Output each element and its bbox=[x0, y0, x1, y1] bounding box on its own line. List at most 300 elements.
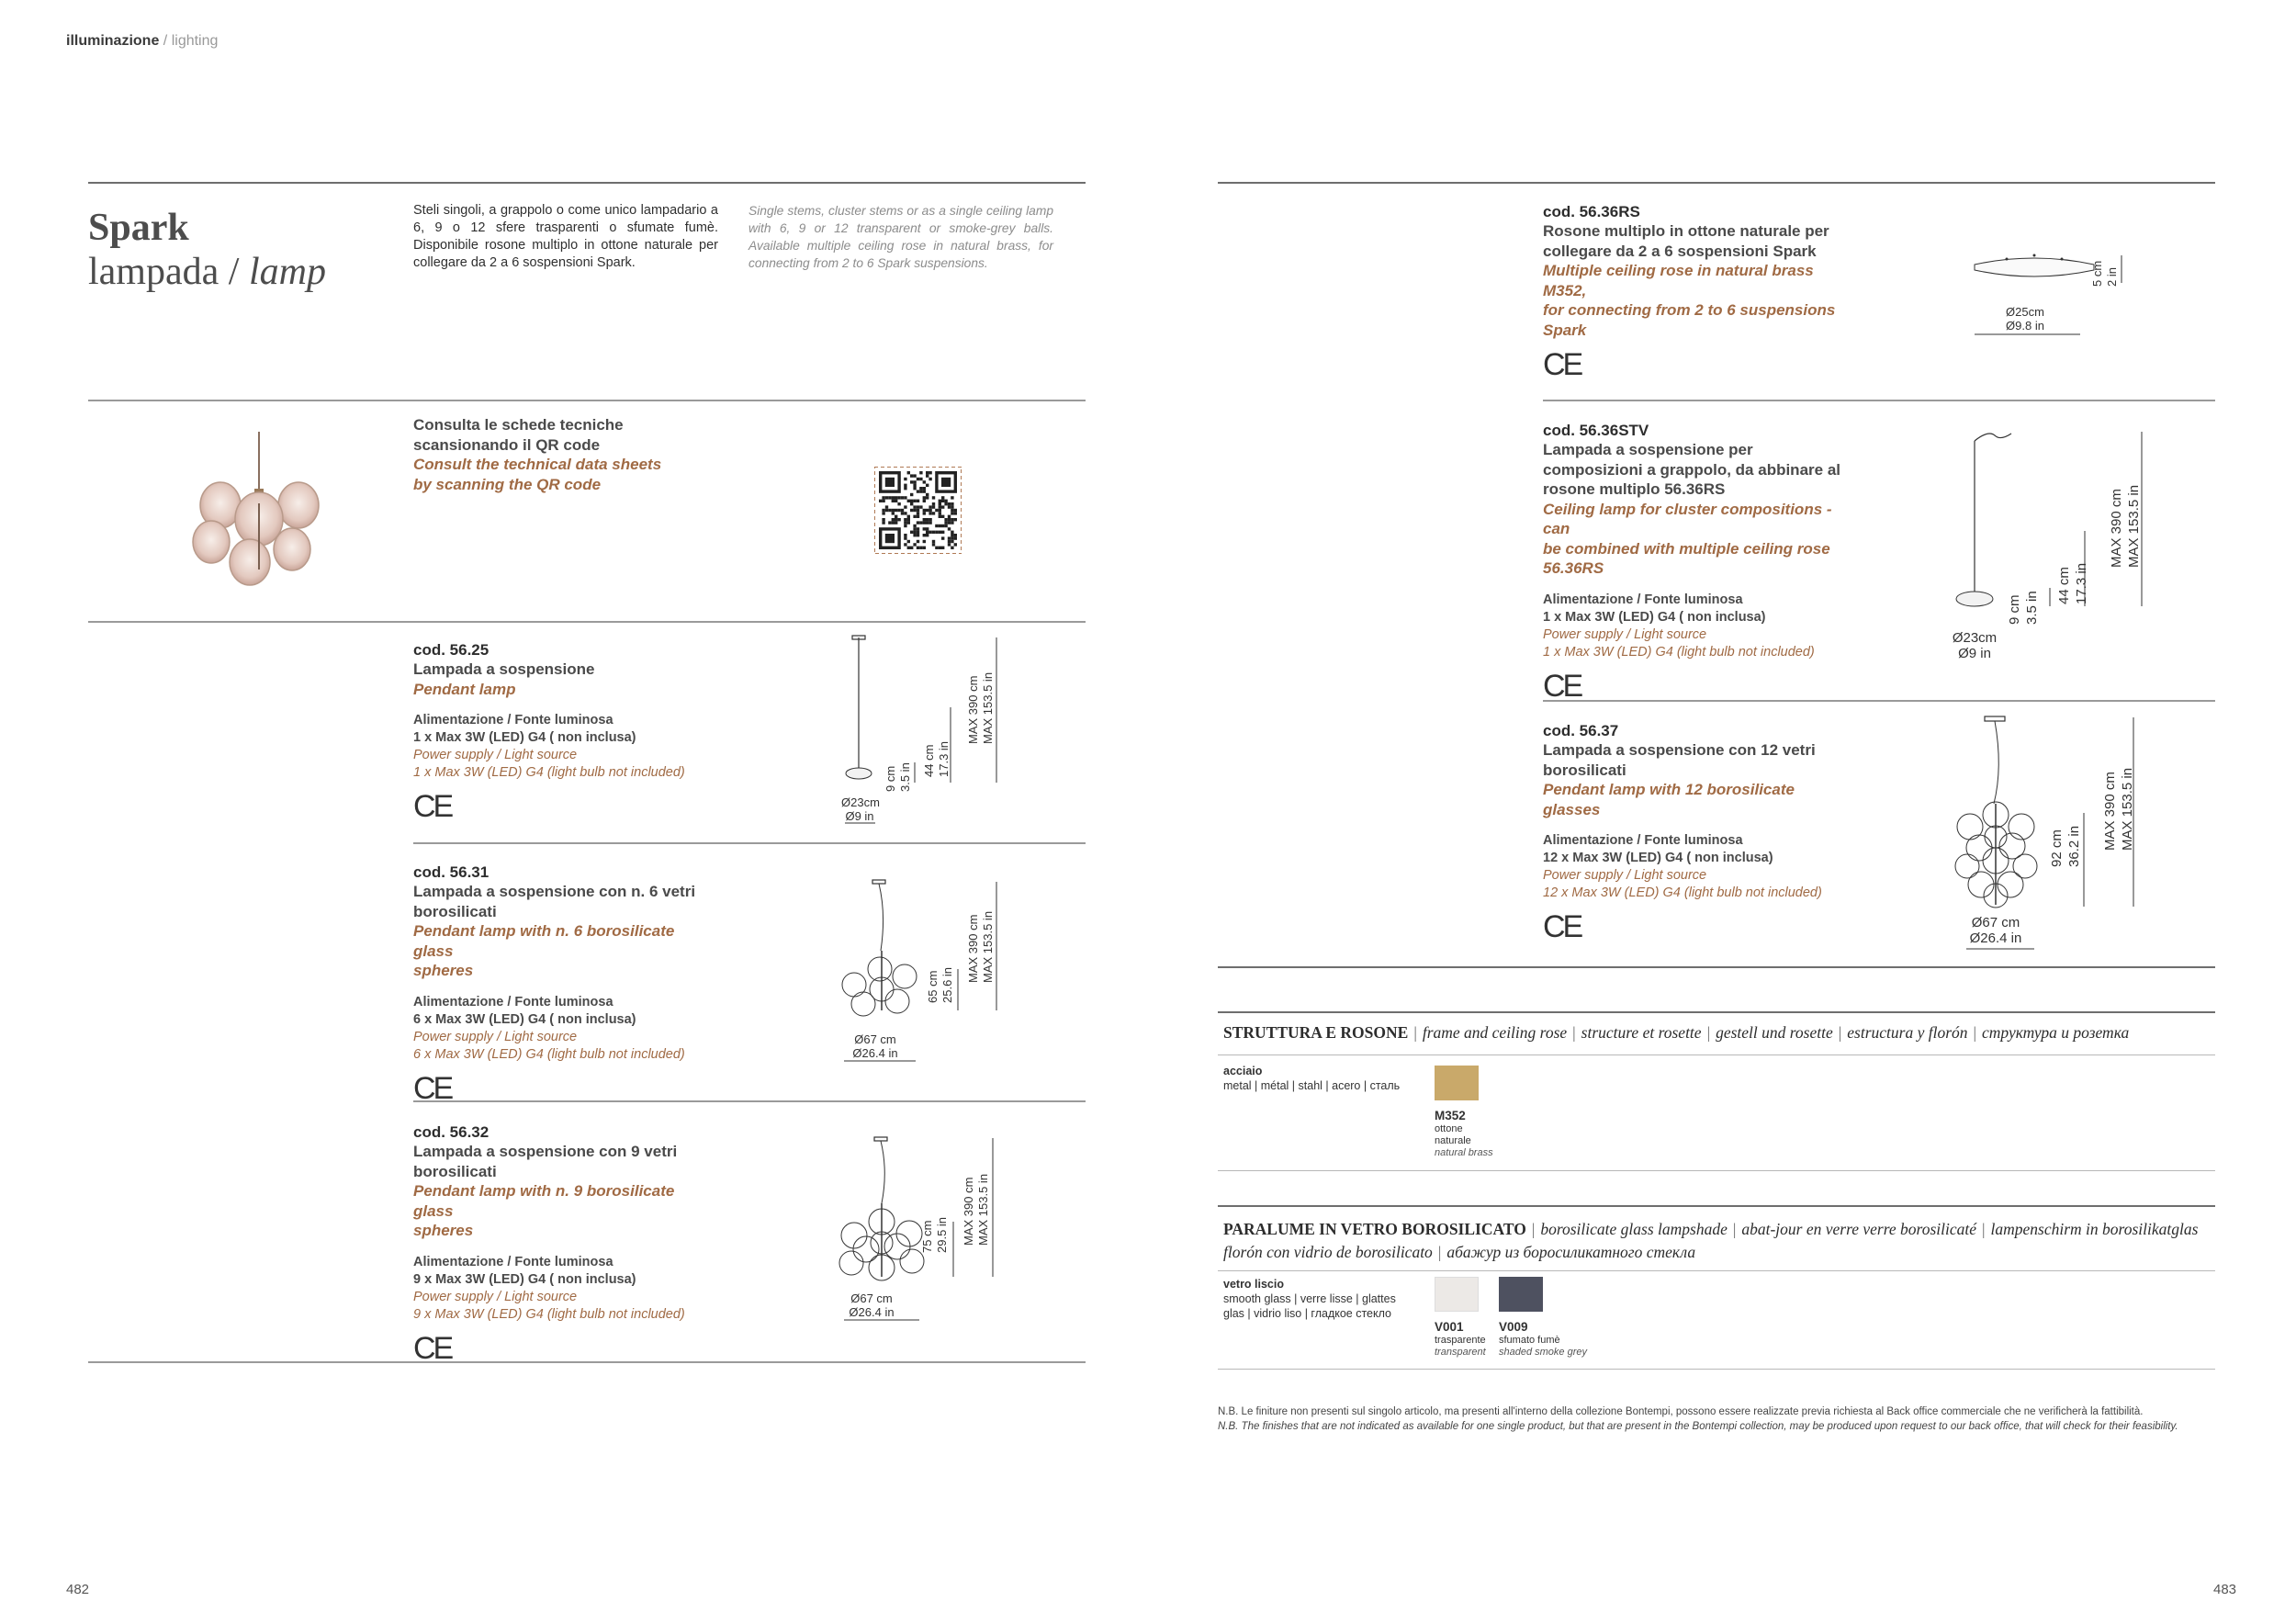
power-value-en: 1 x Max 3W (LED) G4 (light bulb not included) bbox=[1543, 644, 1815, 660]
power-value: 12 x Max 3W (LED) G4 ( non inclusa) bbox=[1543, 851, 1773, 865]
qr-module bbox=[923, 547, 926, 549]
qr-module bbox=[944, 524, 947, 527]
finish-glass-bottom-rule bbox=[1218, 1369, 2215, 1370]
swatch-name-it-1: ottone bbox=[1435, 1123, 1463, 1134]
dim-h1-cm: 65 cm bbox=[926, 970, 940, 1003]
qr-module bbox=[917, 527, 919, 530]
qr-module bbox=[888, 521, 891, 524]
qr-finder bbox=[885, 534, 895, 543]
product-photo bbox=[184, 432, 335, 597]
qr-module bbox=[923, 509, 926, 512]
qr-module bbox=[910, 531, 913, 534]
qr-module bbox=[939, 524, 941, 527]
dim-diameter-in: Ø26.4 in bbox=[852, 1046, 898, 1060]
qr-module bbox=[904, 521, 906, 524]
qr-module bbox=[948, 505, 951, 508]
power-label: Alimentazione / Fonte luminosa bbox=[413, 994, 613, 1009]
qr-module bbox=[897, 496, 900, 499]
finish-frame-trans-ru: структура и розетка bbox=[1982, 1023, 2130, 1042]
item-name-en-line-1: Ceiling lamp for cluster compositions - can bbox=[1543, 500, 1832, 537]
swatch-code: V009 bbox=[1499, 1320, 1528, 1334]
qr-module bbox=[941, 505, 944, 508]
qr-module bbox=[923, 527, 926, 530]
finish-frame-top-rule bbox=[1218, 1011, 2215, 1013]
rule-right-2 bbox=[1543, 700, 2215, 702]
item-56-36rs bbox=[1543, 202, 1855, 383]
rule-left-1 bbox=[88, 400, 1086, 401]
qr-module bbox=[892, 521, 895, 524]
ce-mark: CE bbox=[1543, 347, 1581, 382]
qr-module bbox=[907, 547, 910, 549]
qr-module bbox=[901, 512, 904, 514]
item-name-line-1: Lampada a sospensione con 9 vetri bbox=[413, 1143, 678, 1160]
qr-module bbox=[939, 500, 941, 502]
qr-module bbox=[932, 540, 935, 543]
dim-diameter-in: Ø26.4 in bbox=[849, 1305, 895, 1319]
qr-module bbox=[904, 487, 906, 490]
qr-module bbox=[939, 505, 941, 508]
page-header bbox=[66, 33, 218, 50]
dim-max-cm: MAX 390 cm bbox=[966, 914, 980, 983]
qr-module bbox=[951, 521, 953, 524]
qr-module bbox=[923, 490, 926, 492]
dim-max-in: MAX 153.5 in bbox=[981, 671, 995, 744]
item-name-line-2: borosilicati bbox=[413, 1162, 497, 1180]
rule-right-1 bbox=[1543, 400, 2215, 401]
qr-module bbox=[951, 547, 953, 549]
swatch-code: M352 bbox=[1435, 1109, 1466, 1122]
finish-frame-heading: STRUTTURA E ROSONE bbox=[1223, 1023, 1409, 1042]
power-label: Alimentazione / Fonte luminosa bbox=[1543, 592, 1743, 607]
qr-module bbox=[913, 474, 916, 477]
item-name-line-2: collegare da 2 a 6 sospensioni Spark bbox=[1543, 242, 1817, 260]
qr-module bbox=[939, 502, 941, 505]
qr-module bbox=[926, 521, 929, 524]
dim-diameter-cm: Ø23cm bbox=[841, 795, 880, 809]
qr-module bbox=[907, 471, 910, 474]
power-label-en: Power supply / Light source bbox=[413, 1029, 578, 1044]
dim-height-1 bbox=[920, 1217, 950, 1253]
swatch-m352-label bbox=[1435, 1110, 1493, 1159]
dim-height-2 bbox=[2055, 563, 2090, 604]
qr-module bbox=[892, 500, 895, 502]
qr-finder bbox=[885, 478, 895, 487]
top-rule-right bbox=[1218, 182, 2215, 184]
qr-module bbox=[917, 509, 919, 512]
qr-module bbox=[910, 502, 913, 505]
dim-diameter-in: Ø26.4 in bbox=[1969, 930, 2022, 946]
qr-module bbox=[941, 536, 944, 539]
qr-line-1: Consulta le schede tecniche bbox=[413, 416, 624, 434]
qr-module bbox=[951, 505, 953, 508]
item-name-en-line-1: Multiple ceiling rose in natural brass M352, bbox=[1543, 262, 1814, 299]
qr-module bbox=[913, 534, 916, 536]
product-type-en: lamp bbox=[248, 251, 326, 294]
power-value: 1 x Max 3W (LED) G4 ( non inclusa) bbox=[1543, 609, 1766, 625]
dim-max-cm: MAX 390 cm bbox=[2102, 772, 2118, 851]
qr-module bbox=[929, 521, 931, 524]
dim-h1-cm: 75 cm bbox=[920, 1220, 934, 1253]
dim-h1-in: 3.5 in bbox=[2024, 591, 2040, 625]
qr-module bbox=[951, 512, 953, 514]
product-title bbox=[88, 206, 326, 295]
qr-module bbox=[913, 531, 916, 534]
power-label-en: Power supply / Light source bbox=[413, 748, 578, 762]
qr-module bbox=[895, 518, 897, 521]
qr-module bbox=[954, 534, 957, 536]
qr-module bbox=[944, 521, 947, 524]
finish-glass-title: PARALUME IN VETRO BOROSILICATO | borosilicate glass lampshade | abat-jour en verre verre borosilicaté | lampenschirm in borosilikatglas florón con vidrio de borosilicato | абажур из боросиликатного стекла bbox=[1223, 1220, 2199, 1261]
swatch-name-en: shaded smoke grey bbox=[1499, 1347, 1587, 1358]
dim-diameter-cm: Ø67 cm bbox=[854, 1032, 896, 1046]
qr-module bbox=[907, 500, 910, 502]
dim-height-1 bbox=[926, 967, 955, 1003]
power-label: Alimentazione / Fonte luminosa bbox=[413, 713, 613, 727]
item-name-line-1: Rosone multiplo in ottone naturale per bbox=[1543, 222, 1829, 240]
qr-module bbox=[926, 527, 929, 530]
product-name: Spark bbox=[88, 207, 189, 249]
dim-h1-cm: 92 cm bbox=[2049, 829, 2065, 867]
dim-diameter bbox=[1965, 915, 2026, 946]
qr-module bbox=[904, 536, 906, 539]
qr-module bbox=[904, 524, 906, 527]
qr-module bbox=[913, 487, 916, 490]
qr-module bbox=[926, 534, 929, 536]
power-label-en: Power supply / Light source bbox=[413, 1289, 578, 1304]
qr-module bbox=[935, 531, 938, 534]
power-value-en: 1 x Max 3W (LED) G4 (light bulb not included) bbox=[413, 765, 685, 780]
finish-frame-material-trans: metal | métal | stahl | acero | сталь bbox=[1223, 1079, 1401, 1092]
dim-diameter-in: Ø9 in bbox=[845, 809, 874, 823]
qr-module bbox=[939, 547, 941, 549]
item-name-en-line-2: spheres bbox=[413, 962, 474, 979]
dim-max bbox=[966, 672, 996, 744]
qr-module bbox=[935, 547, 938, 549]
dim-diameter-cm: Ø23cm bbox=[1952, 630, 1998, 646]
ce-mark: CE bbox=[1543, 668, 1581, 704]
qr-module bbox=[923, 534, 926, 536]
qr-module bbox=[913, 543, 916, 546]
qr-module bbox=[941, 531, 944, 534]
dim-max-in: MAX 153.5 in bbox=[981, 910, 995, 983]
qr-module bbox=[919, 478, 922, 480]
qr-module bbox=[919, 505, 922, 508]
qr-module bbox=[926, 496, 929, 499]
power-label: Alimentazione / Fonte luminosa bbox=[413, 1254, 613, 1269]
swatch-v009[interactable] bbox=[1499, 1277, 1543, 1312]
dim-h1-in: 29.5 in bbox=[935, 1216, 949, 1253]
item-code: cod. 56.25 bbox=[413, 641, 490, 659]
item-code: cod. 56.37 bbox=[1543, 722, 1619, 739]
dim-height-1 bbox=[2048, 826, 2083, 867]
qr-module bbox=[907, 540, 910, 543]
item-name-line-1: Lampada a sospensione per bbox=[1543, 441, 1753, 458]
finish-frame-trans-es: estructura y florón bbox=[1847, 1023, 1968, 1042]
qr-module bbox=[882, 509, 884, 512]
dim-diameter bbox=[849, 1291, 895, 1319]
product-type bbox=[88, 250, 326, 294]
item-code: cod. 56.36RS bbox=[1543, 203, 1640, 220]
qr-module bbox=[923, 480, 926, 483]
finish-frame-trans-en: frame and ceiling rose bbox=[1422, 1023, 1568, 1042]
ce-mark: CE bbox=[413, 1070, 452, 1106]
glass-sphere bbox=[274, 528, 310, 570]
item-name-en-line-2: be combined with multiple ceiling rose bbox=[1543, 539, 1830, 558]
glass-sphere bbox=[230, 539, 270, 585]
item-code: cod. 56.32 bbox=[413, 1123, 490, 1141]
qr-module bbox=[907, 515, 910, 518]
finish-glass-material-trans-1: smooth glass | verre lisse | glattes bbox=[1223, 1292, 1396, 1305]
qr-module bbox=[929, 478, 931, 480]
qr-module bbox=[882, 500, 884, 502]
header-category: illuminazione bbox=[66, 33, 160, 49]
qr-module bbox=[917, 505, 919, 508]
product-description-it: Steli singoli, a grappolo o come unico lampadario a 6, 9 o 12 sfere trasparenti o sfumate fumè. Disponibile rosone multiplo in ottone naturale per collegare da 2 a 6 sospensioni Spark. bbox=[413, 203, 718, 270]
qr-module bbox=[932, 512, 935, 514]
swatch-v009-label bbox=[1499, 1321, 1587, 1359]
qr-finder bbox=[941, 478, 951, 487]
qr-module bbox=[917, 512, 919, 514]
dim-max bbox=[2101, 768, 2136, 851]
qr-module bbox=[907, 518, 910, 521]
swatch-name-en: natural brass bbox=[1435, 1147, 1493, 1158]
finish-glass-mid-rule bbox=[1218, 1270, 2215, 1271]
qr-module bbox=[917, 500, 919, 502]
dim-h2-in: 17.3 in bbox=[937, 740, 951, 777]
item-code: cod. 56.36STV bbox=[1543, 422, 1649, 439]
item-name-en-line-2: spheres bbox=[413, 1222, 474, 1239]
dim-h1-in: 2 in bbox=[2105, 267, 2119, 287]
qr-module bbox=[917, 515, 919, 518]
qr-module bbox=[895, 500, 897, 502]
dim-max bbox=[966, 911, 996, 983]
dim-diameter bbox=[1949, 630, 2000, 661]
qr-module bbox=[951, 531, 953, 534]
glass-sphere bbox=[278, 482, 319, 528]
qr-module bbox=[923, 518, 926, 521]
qr-module bbox=[935, 524, 938, 527]
qr-module bbox=[904, 534, 906, 536]
dim-h1-in: 25.6 in bbox=[940, 966, 954, 1003]
dim-height-2 bbox=[922, 741, 951, 777]
qr-module bbox=[954, 509, 957, 512]
ce-mark: CE bbox=[1543, 909, 1581, 944]
qr-module bbox=[939, 512, 941, 514]
qr-module bbox=[948, 521, 951, 524]
header-separator: / bbox=[163, 33, 168, 49]
dim-h2-cm: 44 cm bbox=[922, 744, 936, 777]
finish-notes bbox=[1218, 1404, 2219, 1434]
qr-module bbox=[941, 524, 944, 527]
finish-glass-trans-de: lampenschirm in borosilikatglas bbox=[1990, 1220, 2199, 1238]
item-name-line-1: Lampada a sospensione con n. 6 vetri bbox=[413, 883, 696, 900]
page-number-right: 483 bbox=[2213, 1582, 2237, 1597]
swatch-code: V001 bbox=[1435, 1320, 1464, 1334]
qr-module bbox=[919, 487, 922, 490]
swatch-name-it: sfumato fumè bbox=[1499, 1335, 1560, 1346]
qr-module bbox=[926, 493, 929, 496]
qr-module bbox=[919, 547, 922, 549]
qr-module bbox=[951, 502, 953, 505]
qr-module bbox=[904, 496, 906, 499]
swatch-name-it-2: naturale bbox=[1435, 1135, 1471, 1146]
qr-module bbox=[895, 515, 897, 518]
ce-mark: CE bbox=[413, 1330, 452, 1366]
power-value-en: 6 x Max 3W (LED) G4 (light bulb not included) bbox=[413, 1046, 685, 1062]
qr-module bbox=[882, 512, 884, 514]
qr-module bbox=[929, 512, 931, 514]
qr-module bbox=[907, 521, 910, 524]
qr-module bbox=[910, 480, 913, 483]
qr-module bbox=[897, 518, 900, 521]
qr-module bbox=[917, 531, 919, 534]
item-name-line-2: composizioni a grappolo, da abbinare al bbox=[1543, 460, 1840, 479]
qr-module bbox=[923, 521, 926, 524]
power-value-en: 12 x Max 3W (LED) G4 (light bulb not included) bbox=[1543, 885, 1822, 900]
dim-diameter bbox=[852, 1032, 898, 1060]
qr-module bbox=[879, 500, 882, 502]
qr-module bbox=[888, 496, 891, 499]
item-name-line-1: Lampada a sospensione con 12 vetri bbox=[1543, 741, 1816, 759]
qr-module bbox=[913, 500, 916, 502]
qr-module bbox=[939, 531, 941, 534]
finish-frame-mid-rule bbox=[1218, 1054, 2215, 1055]
dim-max-cm: MAX 390 cm bbox=[962, 1177, 975, 1246]
dim-h2-cm: 44 cm bbox=[2056, 567, 2072, 604]
qr-line-2-en: by scanning the QR code bbox=[413, 475, 602, 493]
qr-module bbox=[948, 502, 951, 505]
qr-module bbox=[910, 547, 913, 549]
qr-module bbox=[913, 505, 916, 508]
item-name-en-line-2: for connecting from 2 to 6 suspensions bbox=[1543, 301, 1836, 319]
qr-module bbox=[895, 521, 897, 524]
dim-height-1 bbox=[2090, 261, 2120, 287]
qr-module bbox=[954, 543, 957, 546]
qr-module bbox=[932, 502, 935, 505]
qr-module bbox=[929, 509, 931, 512]
page-number-left: 482 bbox=[66, 1582, 90, 1597]
qr-module bbox=[948, 540, 951, 543]
dim-height-1 bbox=[2006, 591, 2041, 625]
qr-module bbox=[954, 536, 957, 539]
swatch-m352[interactable] bbox=[1435, 1066, 1479, 1100]
qr-module bbox=[885, 496, 888, 499]
qr-module bbox=[939, 515, 941, 518]
qr-module bbox=[917, 534, 919, 536]
dim-diameter-cm: Ø67 cm bbox=[1971, 915, 2020, 930]
item-56-37 bbox=[1543, 721, 1855, 945]
qr-module bbox=[941, 500, 944, 502]
item-56-25 bbox=[413, 640, 716, 825]
qr-module bbox=[917, 490, 919, 492]
qr-module bbox=[948, 536, 951, 539]
qr-module bbox=[941, 547, 944, 549]
qr-module bbox=[944, 500, 947, 502]
qr-module bbox=[904, 512, 906, 514]
qr-module bbox=[917, 521, 919, 524]
qr-module bbox=[885, 509, 888, 512]
dim-max bbox=[962, 1174, 991, 1246]
power-value-en: 9 x Max 3W (LED) G4 (light bulb not included) bbox=[413, 1306, 685, 1322]
dim-diameter bbox=[841, 795, 878, 823]
qr-module bbox=[892, 496, 895, 499]
finish-glass-material-trans-2: glas | vidrio liso | гладкое стекло bbox=[1223, 1307, 1392, 1320]
swatch-v001[interactable] bbox=[1435, 1277, 1479, 1312]
finish-glass-trans-ru: абажур из боросиликатного стекла bbox=[1446, 1243, 1696, 1261]
qr-line-2: scansionando il QR code bbox=[413, 435, 601, 454]
qr-module bbox=[929, 518, 931, 521]
header-category-en: lighting bbox=[171, 33, 219, 49]
qr-code[interactable] bbox=[874, 467, 962, 554]
qr-module bbox=[910, 500, 913, 502]
finish-frame-trans-fr: structure et rosette bbox=[1581, 1023, 1702, 1042]
product-type-slash: / bbox=[228, 251, 240, 294]
dim-max-cm: MAX 390 cm bbox=[966, 675, 980, 744]
qr-module bbox=[904, 484, 906, 487]
qr-module bbox=[948, 518, 951, 521]
qr-module bbox=[904, 518, 906, 521]
item-name-line-2: borosilicati bbox=[1543, 761, 1626, 779]
dim-diameter-in: Ø9.8 in bbox=[2006, 319, 2044, 333]
qr-module bbox=[919, 521, 922, 524]
qr-module bbox=[904, 478, 906, 480]
qr-module bbox=[951, 518, 953, 521]
qr-module bbox=[885, 505, 888, 508]
qr-module bbox=[948, 527, 951, 530]
item-name-line-3: rosone multiplo 56.36RS bbox=[1543, 480, 1726, 498]
qr-module bbox=[913, 515, 916, 518]
qr-module bbox=[926, 474, 929, 477]
top-rule-left bbox=[88, 182, 1086, 184]
qr-module bbox=[897, 509, 900, 512]
finish-glass-trans-fr: abat-jour en verre verre borosilicaté bbox=[1741, 1220, 1976, 1238]
qr-module bbox=[944, 502, 947, 505]
qr-module bbox=[910, 474, 913, 477]
dim-height-1 bbox=[884, 762, 913, 792]
qr-text bbox=[413, 415, 661, 494]
qr-module bbox=[954, 512, 957, 514]
finish-glass-trans-en: borosilicate glass lampshade bbox=[1540, 1220, 1728, 1238]
power-label-en: Power supply / Light source bbox=[1543, 626, 1707, 642]
item-code: cod. 56.31 bbox=[413, 863, 490, 881]
item-name-line-2: borosilicati bbox=[413, 902, 497, 920]
dim-diameter-cm: Ø67 cm bbox=[850, 1291, 893, 1305]
qr-module bbox=[926, 484, 929, 487]
finish-glass-top-rule bbox=[1218, 1205, 2215, 1207]
qr-module bbox=[910, 509, 913, 512]
qr-module bbox=[923, 496, 926, 499]
qr-module bbox=[939, 509, 941, 512]
item-56-36stv bbox=[1543, 421, 1855, 705]
qr-module bbox=[882, 518, 884, 521]
qr-module bbox=[935, 509, 938, 512]
dim-max-in: MAX 153.5 in bbox=[2120, 767, 2135, 851]
item-56-31 bbox=[413, 863, 716, 1107]
dim-h2-in: 17.3 in bbox=[2074, 562, 2089, 604]
power-label: Alimentazione / Fonte luminosa bbox=[1543, 833, 1743, 848]
dim-h1-cm: 5 cm bbox=[2090, 260, 2104, 287]
dim-h1-in: 3.5 in bbox=[898, 762, 912, 792]
qr-module bbox=[919, 471, 922, 474]
dim-h1-cm: 9 cm bbox=[2007, 594, 2022, 625]
qr-module bbox=[901, 509, 904, 512]
qr-module bbox=[932, 543, 935, 546]
item-name-en-line-3: Spark bbox=[1543, 321, 1587, 339]
qr-module bbox=[913, 509, 916, 512]
qr-module bbox=[951, 540, 953, 543]
power-label-en: Power supply / Light source bbox=[1543, 868, 1707, 883]
finish-frame-bottom-rule bbox=[1218, 1170, 2215, 1171]
